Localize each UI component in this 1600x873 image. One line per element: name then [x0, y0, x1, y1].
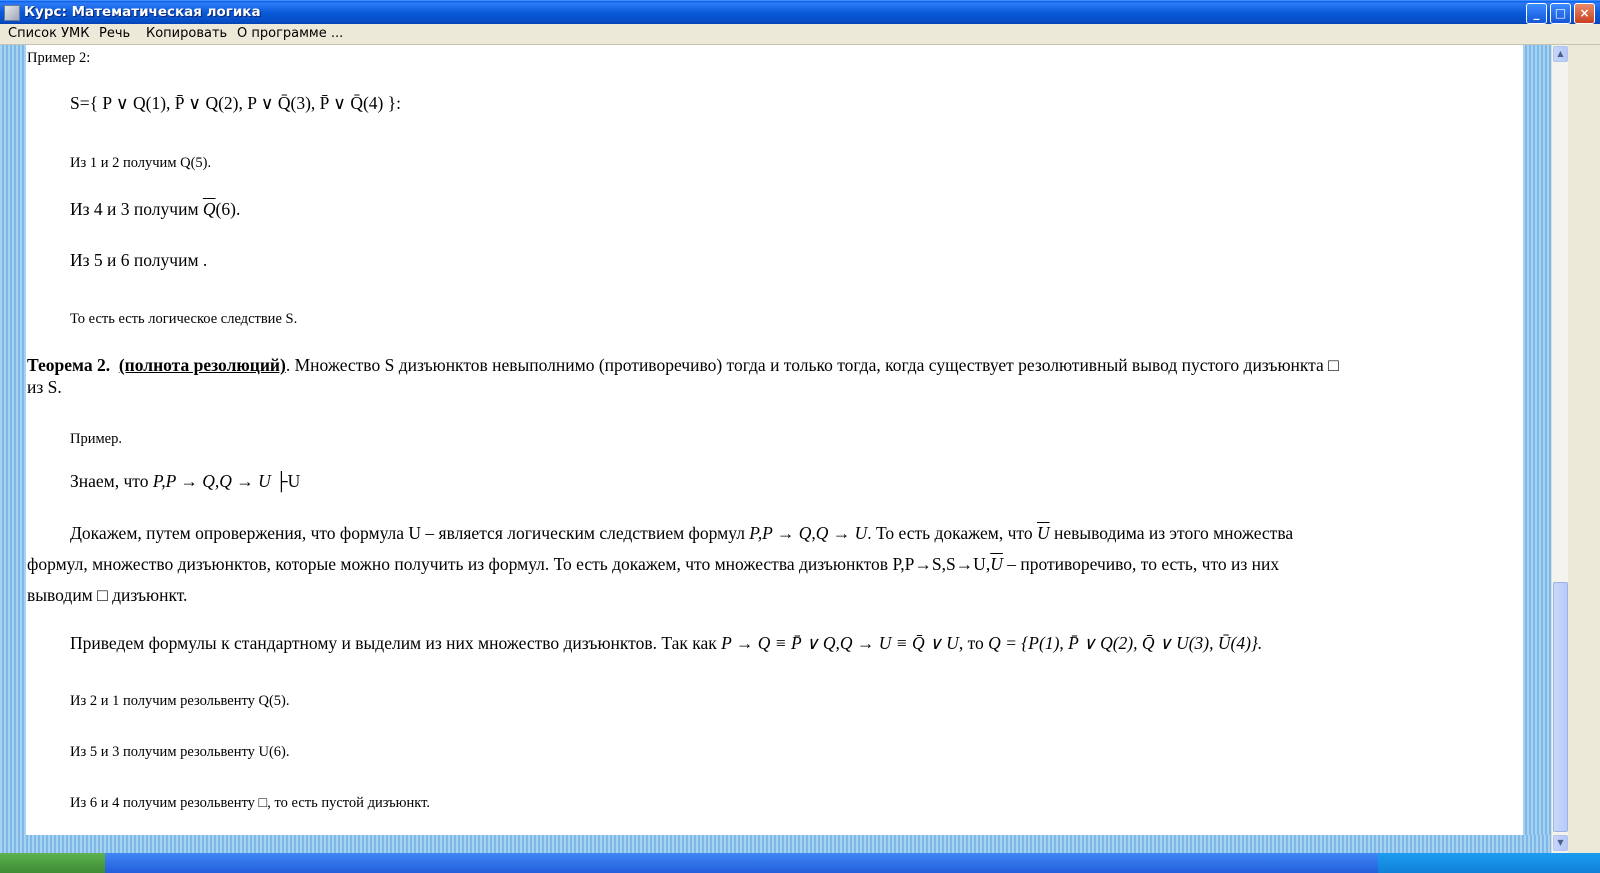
app-icon [4, 5, 20, 21]
right-margin-decoration [1523, 45, 1551, 853]
window-frame-right [1568, 45, 1600, 853]
example-heading: Пример. [70, 431, 122, 447]
maximize-button[interactable]: □ [1550, 3, 1571, 24]
menu-bar [0, 24, 1600, 45]
window-title: Курс: Математическая логика [24, 4, 261, 20]
step-from-4-3 [70, 199, 240, 220]
menu-item-copy[interactable]: Копировать [146, 26, 228, 41]
close-button[interactable]: × [1574, 3, 1595, 24]
proof-line-2-text: формул, множество дизъюнктов, которые можно получить из формул. То есть докажем, что множества дизъюнктов P,P→S,S→U, [27, 554, 991, 574]
example-2-heading: Пример 2: [27, 50, 91, 66]
proof-line-2-text-b: – противоречиво, то есть, что из них [1002, 554, 1280, 574]
proof-line-1-text: Докажем, путем опровержения, что формула U – является логическим следствием формул [70, 523, 750, 543]
lesson-content [26, 45, 1523, 835]
u-negated-2: $\overline{U}$ [990, 554, 1003, 574]
proof-line-2 [27, 554, 1279, 575]
standard-form-line [70, 633, 1262, 654]
standard-form-text: Приведем формулы к стандартному и выделим из них множество дизъюнктов. Так как [70, 633, 722, 653]
theorem-name: (полнота резолюций) [118, 355, 286, 375]
proof-line-1 [70, 523, 1523, 544]
menu-item-about[interactable]: О программе ... [237, 26, 344, 41]
theorem-2-line-2: из S. [27, 377, 62, 397]
scroll-down-arrow-icon[interactable]: ▼ [1553, 835, 1568, 851]
resolvent-2-1: Из 2 и 1 получим резольвенту Q(5). [70, 693, 290, 709]
vertical-scrollbar[interactable] [1551, 45, 1568, 853]
clause-set-q: Q = {P(1), P̄ ∨ Q(2), Q̄ ∨ U(3), Ū(4)}. [988, 633, 1263, 653]
start-button[interactable] [0, 853, 105, 873]
set-s-formula [70, 93, 401, 114]
resolvent-6-4: Из 6 и 4 получим резольвенту □, то есть пустой дизъюнкт. [70, 795, 431, 811]
standard-form-text-b: , то [958, 633, 989, 653]
known-suffix: ├U [270, 471, 301, 491]
theorem-statement: . Множество S дизъюнктов невыполнимо (противоречиво) тогда и только тогда, когда существует резолютивный вывод пустого дизъюнкта □ [285, 355, 1339, 375]
step-from-5-6: Из 5 и 6 получим . [70, 250, 208, 270]
q-negated: $\overline{Q}$ [202, 199, 216, 219]
minimize-button[interactable]: _ [1526, 3, 1547, 24]
step-from-4-3-suffix: (6). [215, 199, 241, 219]
scrollbar-thumb[interactable] [1553, 582, 1568, 832]
step-from-4-3-text: Из 4 и 3 получим [70, 199, 203, 219]
known-formula: P,P → Q,Q → U [152, 471, 271, 491]
theorem-label: Теорема 2. [27, 355, 111, 375]
scroll-up-arrow-icon[interactable]: ▲ [1553, 46, 1568, 62]
theorem-2-line-1 [27, 355, 1339, 376]
proof-line-3: выводим □ дизъюнкт. [27, 585, 188, 605]
menu-item-speech[interactable]: Речь [99, 26, 131, 41]
proof-line-1-formula: P,P → Q,Q → U [749, 523, 868, 543]
proof-line-1-text-c: невыводима из этого множества [1049, 523, 1294, 543]
consequence-note: То есть есть логическое следствие S. [70, 311, 298, 327]
menu-item-umk-list[interactable]: Список УМК [8, 26, 90, 41]
u-negated: $\overline{U}$ [1036, 523, 1050, 543]
system-tray [1378, 853, 1600, 873]
proof-line-1-text-b: . То есть докажем, что [867, 523, 1037, 543]
resolvent-5-3: Из 5 и 3 получим резольвенту U(6). [70, 744, 290, 760]
bottom-margin-decoration [0, 835, 1551, 853]
title-bar [0, 0, 1600, 24]
set-s-text: S={ P ∨ Q(1), P̄ ∨ Q(2), P ∨ Q̄(3), P̄ ∨ Q̄(4) }: [70, 93, 402, 113]
known-prefix: Знаем, что [70, 471, 153, 491]
equivalence-formula: P → Q ≡ P̄ ∨ Q,Q → U ≡ Q̄ ∨ U [721, 633, 959, 653]
step-from-1-2: Из 1 и 2 получим Q(5). [70, 155, 212, 171]
left-margin-decoration [0, 45, 26, 853]
taskbar [0, 853, 1600, 873]
known-statement [70, 471, 300, 492]
